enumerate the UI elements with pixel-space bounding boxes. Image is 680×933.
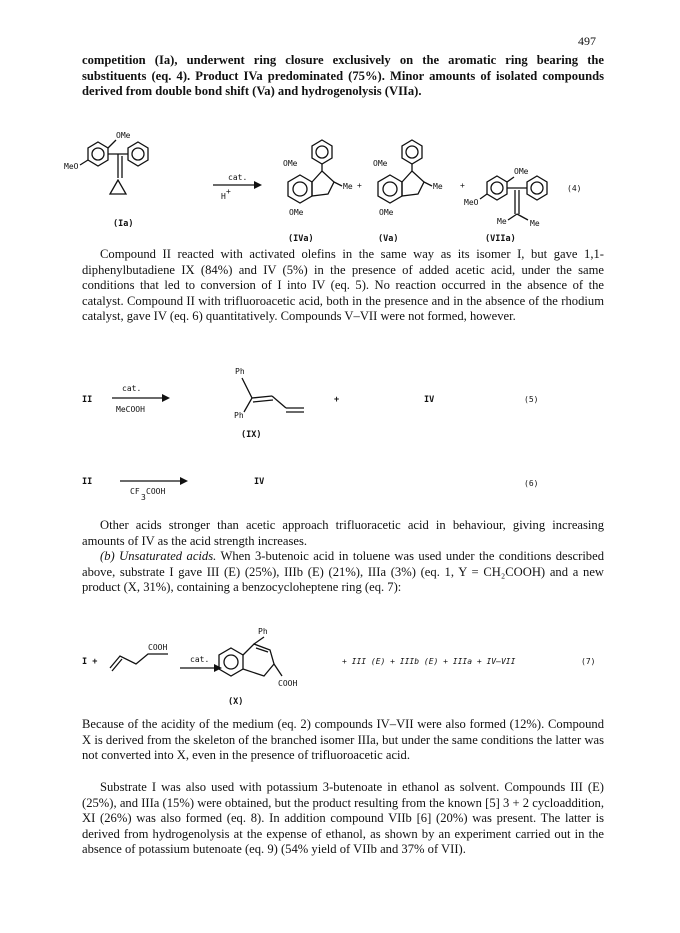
eq6-number: (6): [524, 479, 539, 488]
label-iva: (IVa): [288, 234, 314, 244]
va-phenyl-circle: [406, 146, 418, 158]
eq4-h: H: [221, 192, 226, 201]
eq5-arrowhead: [162, 394, 170, 402]
eq7-number: (7): [581, 657, 596, 666]
eq4-number: (4): [567, 184, 582, 193]
va-ome-top: OMe: [373, 159, 388, 168]
x-benzo-circle: [224, 655, 238, 669]
x-benzo-ring: [219, 648, 243, 676]
eq7-butenoic: [110, 654, 168, 668]
iva-five-ring: [312, 171, 334, 196]
label-x: (X): [228, 697, 244, 707]
viia-me-left: Me: [497, 217, 507, 226]
ia-meo-bond: [80, 160, 88, 165]
label-va: (Va): [378, 234, 399, 244]
eq7-cooh-product: COOH: [278, 679, 298, 688]
viia-meo: MeO: [464, 198, 479, 207]
iva-ring: [288, 175, 312, 203]
va-ring: [378, 175, 402, 203]
eq5-cat: cat.: [122, 384, 142, 393]
eq4-plus-1: +: [357, 181, 362, 190]
paragraph-5: Because of the acidity of the medium (eq. 2) compounds IV–VII were also formed (12%). Compound X is derived from the skeleton of the branched isomer IIIa, but under the same conditions the latter was not converted into X, even in the presence of trifluoroacetic acid.: [82, 717, 604, 763]
equation-7-scheme: [0, 620, 680, 710]
eq7-products: + III (E) + IIIb (E) + IIIa + IV–VII: [342, 657, 516, 666]
page-number: 497: [578, 34, 596, 48]
ia-ring-left: [88, 142, 108, 166]
x-cooh-bond: [274, 664, 282, 676]
eq7-ph: Ph: [258, 627, 268, 636]
iva-phenyl: [312, 140, 332, 164]
iva-me: Me: [343, 182, 353, 191]
eq5-solvent: MeCOOH: [116, 405, 145, 414]
iva-phenyl-circle: [316, 146, 328, 158]
eq6-product: IV: [254, 477, 265, 487]
ia-meo: MeO: [64, 162, 79, 171]
eq5-ph-bonds: [242, 378, 252, 412]
va-ome-bottom: OMe: [379, 208, 394, 217]
va-me: Me: [433, 182, 443, 191]
viia-me-bond-left: [508, 214, 517, 220]
para4-lead: (b) Unsaturated acids.: [100, 549, 217, 563]
va-five-ring: [402, 171, 424, 196]
eq5-single: [272, 396, 286, 408]
label-viia: (VIIa): [485, 234, 516, 244]
eq6-reagent: CF: [130, 487, 140, 496]
eq4-h-plus: +: [226, 187, 231, 196]
va-phenyl: [402, 140, 422, 164]
eq6-arrowhead: [180, 477, 188, 485]
va-me-bond: [424, 182, 432, 186]
iva-ring-circle: [293, 182, 307, 196]
iva-ome-top: OMe: [283, 159, 298, 168]
viia-ring-right-circle: [531, 182, 543, 194]
eq7-cat: cat.: [190, 655, 210, 664]
eq7-butenoic-db: [112, 659, 122, 671]
paragraph-4: [82, 549, 604, 596]
viia-meo-bond: [480, 194, 487, 199]
ia-ring-right: [128, 142, 148, 166]
viia-ome-bond: [507, 177, 514, 182]
eq6-reagent-tail: COOH: [146, 487, 166, 496]
ia-ring-right-circle: [132, 148, 144, 160]
viia-me-bond-right: [517, 214, 528, 220]
equation-6-scheme: [0, 468, 680, 508]
eq7-cooh-reagent: COOH: [148, 643, 168, 652]
label-ix: (IX): [241, 430, 262, 440]
equation-4-scheme: [0, 128, 680, 244]
paragraph-2: Compound II reacted with activated olefins in the same way as its isomer I, but gave 1,1-diphenylbutadiene IX (84%) and IV (5%) in the presence of added acetic acid, under the same conditions that led to conversion of I into IV (eq. 5). No reaction occurred in the absence of the catalyst. Compound II with trifluoroacetic acid, both in the presence and in the absence of the rhodium catalyst, gave IV (eq. 6) quantitatively. Compounds V–VII were not formed, however.: [82, 247, 604, 324]
viia-ring-left: [487, 176, 507, 200]
equation-5-scheme: [0, 360, 680, 440]
eq4-arrowhead: [254, 181, 262, 189]
ia-ome: OMe: [116, 131, 131, 140]
eq5-product2: IV: [424, 395, 435, 405]
eq5-db1b: [253, 400, 273, 402]
paragraph-1: competition (Ia), underwent ring closure exclusively on the aromatic ring bearing the substituents (eq. 4). Product IVa predominated (75%). Minor amounts of isolated compounds derived from double bond shift (Va) and hydrogenolysis (VIIa).: [82, 53, 604, 99]
eq7-reactant: I +: [82, 657, 98, 667]
eq5-number: (5): [524, 395, 539, 404]
eq5-ph-top: Ph: [235, 367, 245, 376]
eq6-reagent-sub: 3: [141, 493, 146, 502]
viia-ring-right: [527, 176, 547, 200]
va-ring-circle: [383, 182, 397, 196]
eq4-cat: cat.: [228, 173, 248, 182]
viia-ome: OMe: [514, 167, 529, 176]
eq6-reactant: II: [82, 477, 93, 487]
paragraph-6: Substrate I was also used with potassium 3-butenoate in ethanol as solvent. Compounds III (E) (25%), and IIIa (15%) were obtained, but the product resulting from the known [5] 3 + 2 cycloaddition, XI (26%) was also formed (eq. 8). In addition compound VIIb [6] (20%) was present. The latter is derived from hydrogenolysis at the expense of ethanol, as shown by an experiment carried out in the absence of potassium butenoate (eq. 9) (54% yield of VIIb and 37% of VII).: [82, 780, 604, 857]
paragraph-3: Other acids stronger than acetic approach trifluoracetic acid in behaviour, giving increasing amounts of IV as the acid strength increases.: [82, 518, 604, 548]
iva-me-bond: [334, 182, 342, 186]
label-ia: (Ia): [113, 219, 134, 229]
eq5-plus: +: [334, 395, 340, 405]
ia-ring-left-circle: [92, 148, 104, 160]
eq5-db1: [252, 396, 272, 398]
iva-ome-bottom: OMe: [289, 208, 304, 217]
ia-ome-bond: [108, 140, 116, 148]
eq4-plus-2: +: [460, 181, 465, 190]
eq5-reactant: II: [82, 395, 93, 405]
ia-cyclopropane: [110, 180, 126, 194]
para4-body: When 3-butenoic acid in toluene was used under the conditions described above, substrate I gave III (E) (25%), IIIb (E) (21%), IIIa (3%) (eq. 1, Y = CH₂COOH) and a new product (X, 31%), containing a benzocycloheptene ring (eq. 7):: [82, 549, 604, 595]
viia-me-right: Me: [530, 219, 540, 228]
x-ph-bond: [254, 637, 264, 644]
viia-ring-left-circle: [491, 182, 503, 194]
eq5-ph-bottom: Ph: [234, 411, 244, 420]
